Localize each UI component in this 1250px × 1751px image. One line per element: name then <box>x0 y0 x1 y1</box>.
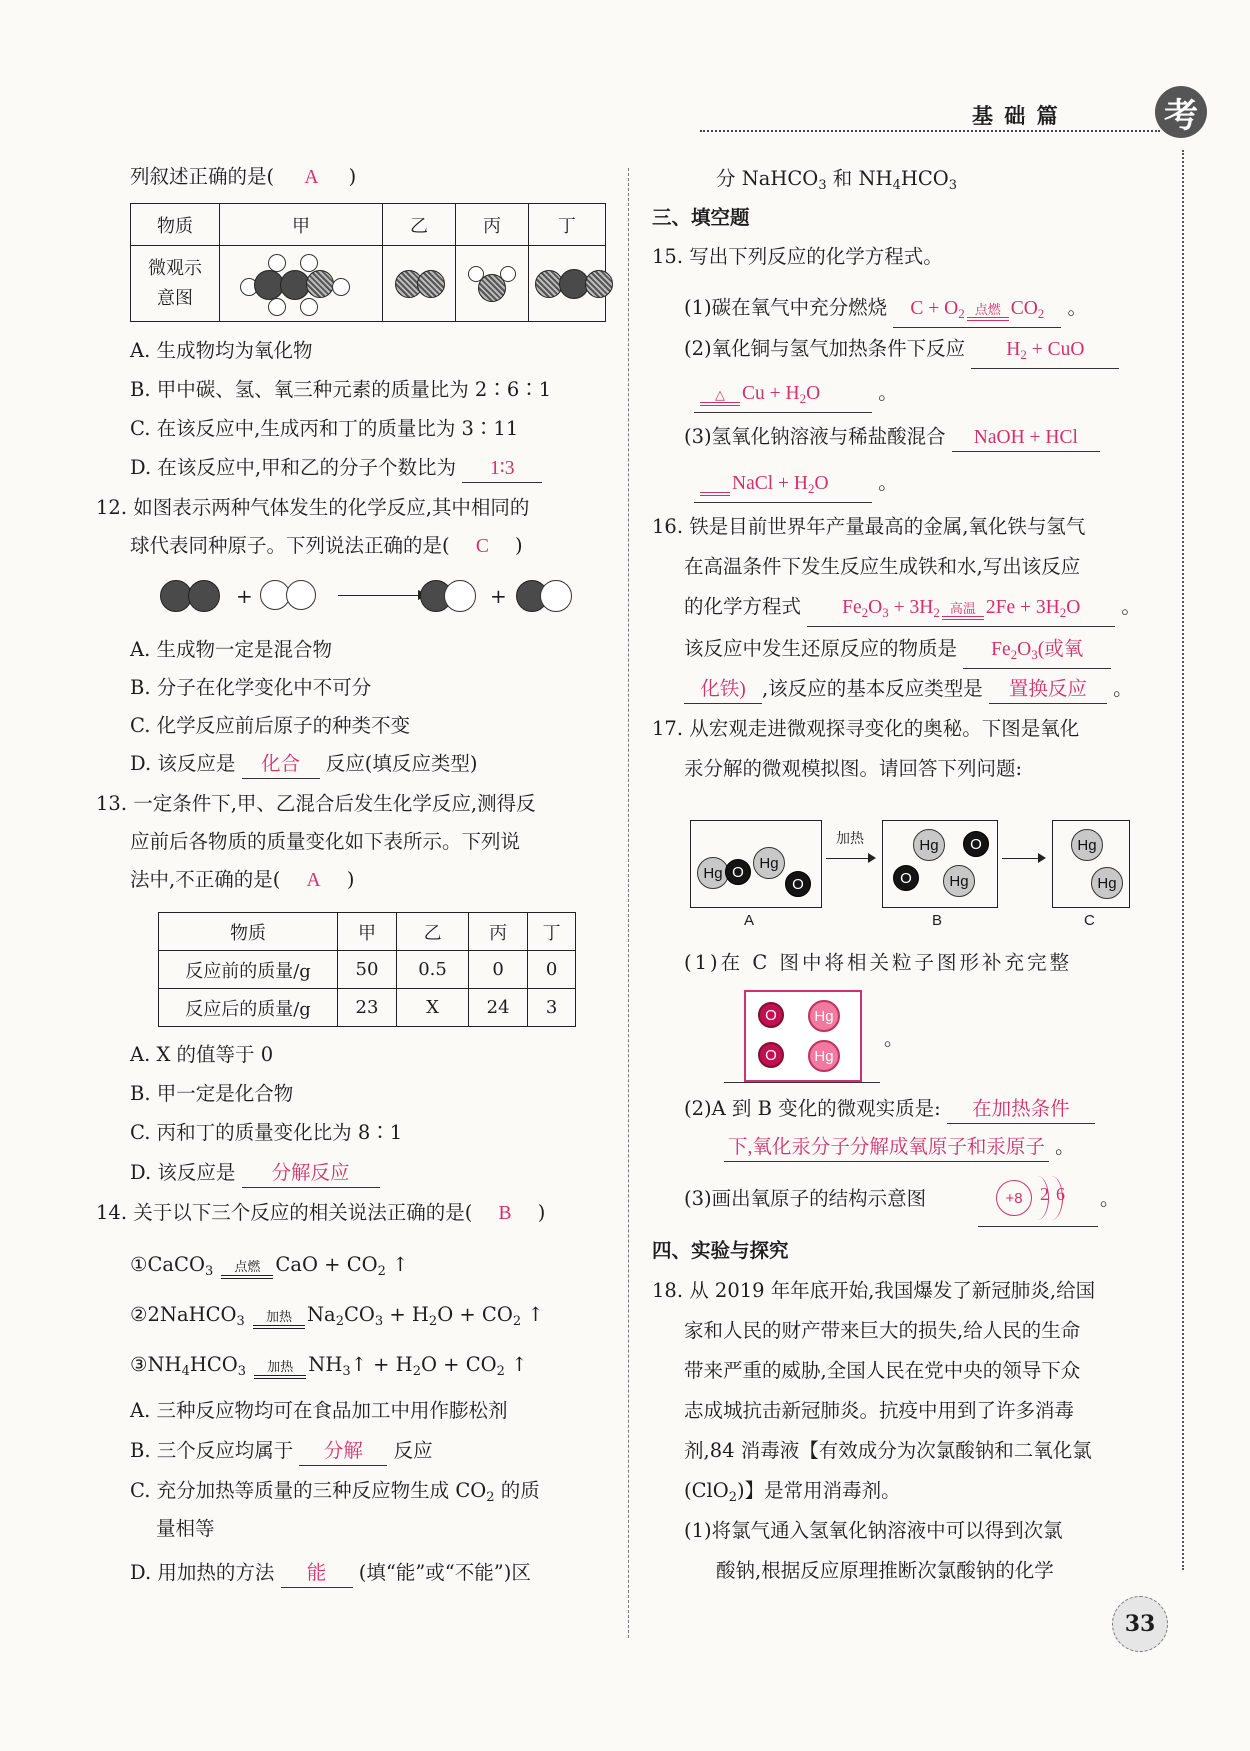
water-molecule <box>456 246 529 322</box>
oxygen-molecule <box>383 246 456 322</box>
q16-reduced-answer: $Fe_2O_3$(或氧 <box>963 637 1111 669</box>
q13-option-c: C. 丙和丁的质量变化比为 8∶1 <box>130 1121 403 1144</box>
q14-reaction-2: ②2NaHCO$_3$ 加热 $Na_2CO_3 + H_2O + CO_2$ ↑ <box>130 1303 544 1329</box>
q12-d-answer: 化合 <box>242 752 320 779</box>
page-number: 33 <box>1124 1611 1156 1637</box>
ethanol-molecule <box>220 246 383 322</box>
table-row: 反应后的质量/g 23 X 24 3 <box>159 989 576 1027</box>
q12-line2: 球代表同种原子。下列说法正确的是( C ) <box>130 534 523 557</box>
q11-option-d: D. 在该反应中,甲和乙的分子个数比为 1∶3 <box>130 453 542 483</box>
q16-line4: 该反应中发生还原反应的物质是 $Fe_2O_3$(或氧 <box>684 634 1111 669</box>
mercury-oxide-diagram: Hg O Hg O 加热 Hg O O Hg Hg Hg A B C <box>690 818 1130 936</box>
q15-2: (2)氧化铜与氢气加热条件下反应 $H_2$ + CuO <box>684 334 1119 369</box>
q13-option-b: B. 甲一定是化合物 <box>130 1082 294 1105</box>
q18-line4: 志成城抗击新冠肺炎。抗疫中用到了许多消毒 <box>684 1399 1075 1422</box>
q17-3: (3)画出氧原子的结构示意图 <box>684 1187 927 1210</box>
q11-option-a: A. 生成物均为氧化物 <box>130 339 313 362</box>
q14-line1: 14. 关于以下三个反应的相关说法正确的是( B ) <box>96 1201 546 1224</box>
q17-3-period: 。 <box>1100 1187 1120 1210</box>
q13-option-a: A. X 的值等于 0 <box>130 1043 274 1066</box>
q11-option-c: C. 在该反应中,生成丙和丁的质量比为 3∶11 <box>130 417 519 440</box>
q16-reduced-answer-cont: 化铁) <box>684 677 762 704</box>
oxygen-atom-structure: +8 2 6 <box>978 1176 1098 1227</box>
diagram-box-c: Hg Hg <box>1052 820 1130 908</box>
q14-option-c: C. 充分加热等质量的三种反应物生成 $CO_2$ 的质 <box>130 1479 540 1505</box>
q16-line2: 在高温条件下发生反应生成铁和水,写出该反应 <box>684 555 1081 578</box>
q14-option-d: D. 用加热的方法 能 (填“能”或“不能”)区 <box>130 1558 531 1588</box>
q12-line1: 12. 如图表示两种气体发生的化学反应,其中相同的 <box>96 496 530 519</box>
q18-1-line2: 酸钠,根据反应原理推断次氯酸钠的化学 <box>716 1559 1054 1582</box>
q11-option-b: B. 甲中碳、氢、氧三种元素的质量比为 2∶6∶1 <box>130 378 552 401</box>
q18-line5: 剂,84 消毒液【有效成分为次氯酸钠和二氧化氯 <box>684 1439 1092 1462</box>
q18-line2: 家和人民的财产带来巨大的损失,给人民的生命 <box>684 1319 1081 1342</box>
column-divider <box>628 168 629 1638</box>
section-experiment: 四、实验与探究 <box>652 1239 789 1262</box>
q11-d-answer: 1∶3 <box>462 456 542 483</box>
right-margin-chevrons <box>1182 150 1194 1570</box>
q17-2-answer-a: 在加热条件 <box>947 1097 1095 1124</box>
section-fill-in: 三、填空题 <box>652 206 750 229</box>
q13-line1: 13. 一定条件下,甲、乙混合后发生化学反应,测得反 <box>96 792 536 815</box>
header-rule <box>700 130 1160 132</box>
q15-stem: 15. 写出下列反应的化学方程式。 <box>652 245 943 268</box>
q17-line1: 17. 从宏观走进微观探寻变化的奥秘。下图是氧化 <box>652 717 1080 740</box>
q15-1-answer: $C + O_2$ 点燃 $CO_2$ <box>893 296 1061 328</box>
q14-option-c-cont: 量相等 <box>156 1517 215 1540</box>
q14-answer: B <box>498 1203 512 1224</box>
exam-badge-icon <box>1155 86 1207 138</box>
carbon-dioxide-molecule <box>529 246 606 322</box>
q14-d-answer: 能 <box>281 1561 353 1588</box>
q11-stem: 列叙述正确的是( A ) <box>130 165 357 188</box>
q13-line3: 法中,不正确的是( A ) <box>130 868 355 891</box>
header-section-title: 基 础 篇 <box>972 104 1060 128</box>
q15-2-answer-b: △ $Cu + H_2O$ <box>694 381 872 413</box>
q14-option-b: B. 三个反应均属于 分解 反应 <box>130 1436 433 1466</box>
q12-option-d: D. 该反应是 化合 反应(填反应类型) <box>130 749 477 779</box>
q14-option-a: A. 三种反应物均可在食品加工中用作膨松剂 <box>130 1399 508 1422</box>
q15-1: (1)碳在氧气中充分燃烧 $C + O_2$ 点燃 $CO_2$ 。 <box>684 293 1087 328</box>
q14-reaction-1: ①CaCO$_3$ 点燃 CaO + $CO_2$ ↑ <box>130 1253 409 1279</box>
q16-line3: 的化学方程式 $Fe_2O_3 + 3H_2$ 高温 $2Fe + 3H_2O$ 。 <box>684 592 1141 627</box>
page-number-badge <box>1112 1596 1168 1652</box>
q12-option-a: A. 生成物一定是混合物 <box>130 638 332 661</box>
q17-2: (2)A 到 B 变化的微观实质是: 在加热条件 <box>684 1094 1095 1124</box>
reaction-arrow-icon <box>338 595 426 596</box>
q15-3: (3)氢氧化钠溶液与稀盐酸混合 NaOH + HCl <box>684 422 1100 452</box>
diagram-box-b: Hg O O Hg <box>882 820 998 908</box>
q15-3-cont: NaCl + $H_2O$ 。 <box>694 468 898 503</box>
q16-line5: 化铁) ,该反应的基本反应类型是 置换反应 。 <box>684 674 1133 704</box>
q17-1-period: 。 <box>884 1027 904 1050</box>
q13-mass-table: 物质 甲 乙 丙 丁 反应前的质量/g 50 0.5 0 0 反应后的质量/g 23 X 24 3 <box>158 912 576 1027</box>
q13-answer: A <box>306 870 321 891</box>
table-row: 反应前的质量/g 50 0.5 0 0 <box>159 951 576 989</box>
q16-equation-answer: $Fe_2O_3 + 3H_2$ 高温 $2Fe + 3H_2O$ <box>807 595 1115 627</box>
q17-line2: 汞分解的微观模拟图。请回答下列问题: <box>684 757 1023 780</box>
q17-1-underline <box>724 1082 880 1083</box>
q13-option-d: D. 该反应是 分解反应 <box>130 1158 380 1188</box>
q18-line6: (ClO$_2$)】是常用消毒剂。 <box>684 1479 901 1505</box>
exam-badge-text: 考 <box>1164 95 1198 136</box>
q12-option-b: B. 分子在化学变化中不可分 <box>130 676 372 699</box>
q11-answer: A <box>304 167 319 188</box>
q18-line1: 18. 从 2019 年年底开始,我国爆发了新冠肺炎,给国 <box>652 1279 1096 1302</box>
q14-b-answer: 分解 <box>299 1439 387 1466</box>
q12-reaction-diagram: + + <box>160 578 560 618</box>
q15-3-answer-a: NaOH + HCl <box>952 425 1100 452</box>
q15-3-answer-b: NaCl + $H_2O$ <box>694 471 872 503</box>
q12-answer: C <box>475 536 489 557</box>
q15-2-answer-a: $H_2$ + CuO <box>971 337 1119 369</box>
q12-option-c: C. 化学反应前后原子的种类不变 <box>130 714 411 737</box>
q14-reaction-3: $③NH_4HCO_3$ 加热 $NH_3↑ + H_2O + CO_2$ ↑ <box>130 1353 528 1379</box>
arrow-icon <box>1002 858 1042 859</box>
arrow-icon <box>826 858 872 859</box>
q13-d-answer: 分解反应 <box>242 1161 380 1188</box>
q17-2-answer-b: 下,氧化汞分子分解成氧原子和汞原子 <box>724 1135 1049 1162</box>
q11-molecule-table: 物质 甲 乙 丙 丁 微观示 意图 <box>130 203 606 322</box>
q18-1-line1: (1)将氯气通入氢氧化钠溶液中可以得到次氯 <box>684 1519 1063 1542</box>
q14-continuation: 分 NaHCO$_3$ 和 $NH_4HCO_3$ <box>716 167 958 193</box>
q18-line3: 带来严重的威胁,全国人民在党中央的领导下众 <box>684 1359 1081 1382</box>
q13-line2: 应前后各物质的质量变化如下表所示。下列说 <box>130 830 521 853</box>
q17-1: (1)在 C 图中将相关粒子图形补充完整 <box>684 951 1072 974</box>
diagram-box-a: Hg O Hg O <box>690 820 822 908</box>
heat-label: 加热 <box>836 831 864 847</box>
q16-type-answer: 置换反应 <box>989 677 1107 704</box>
q17-2-cont: 下,氧化汞分子分解成氧原子和汞原子 。 <box>724 1132 1075 1162</box>
q16-line1: 16. 铁是目前世界年产量最高的金属,氧化铁与氢气 <box>652 515 1086 538</box>
q17-1-answer-box: O Hg O Hg <box>744 990 862 1082</box>
q15-2-cont: △ $Cu + H_2O$ 。 <box>694 378 898 413</box>
